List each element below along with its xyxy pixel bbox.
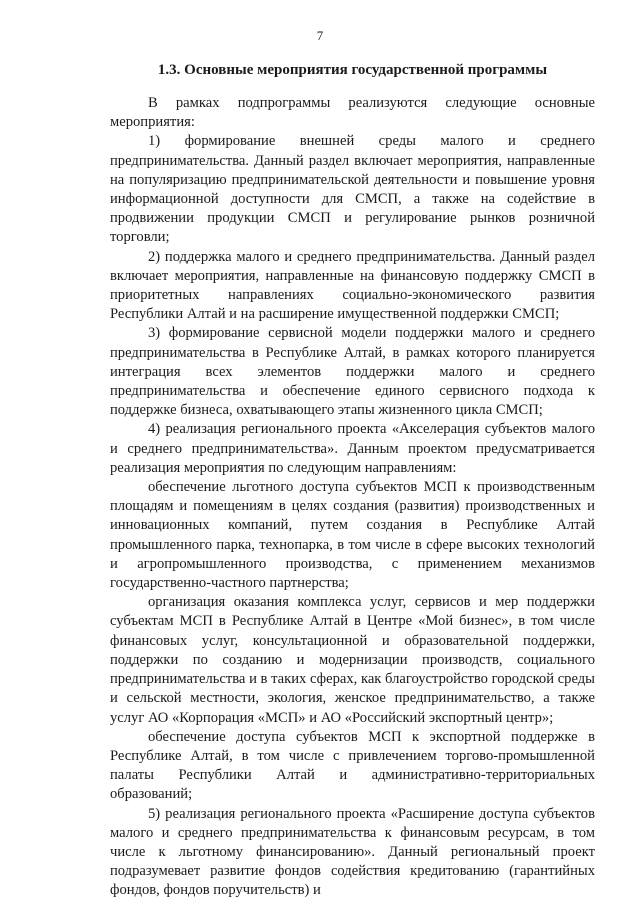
paragraph-item-2: 2) поддержка малого и среднего предпринимательства. Данный раздел включает мероприятия, направленные на финансовую поддержку СМСП в приоритетных направлениях социально-экономического развития Республики Алтай и на расширение имущественной поддержки СМСП; [110,248,595,323]
paragraph-subitem-export-support: обеспечение доступа субъектов МСП к экспортной поддержке в Республике Алтай, в том числе с привлечением торгово-промышленной палаты Республики Алтай и административно-территориальных образований; [110,728,595,803]
paragraph-intro: В рамках подпрограммы реализуются следующие основные мероприятия: [110,95,595,131]
section-heading: 1.3. Основные мероприятия государственной программы [157,62,548,78]
page-number: 7 [316,28,324,43]
paragraph-item-1: 1) формирование внешней среды малого и среднего предпринимательства. Данный раздел включает мероприятия, направленные на популяризацию предпринимательской деятельности и повышение уровня информационной доступности для СМСП, а также на содействие в продвижении продукции СМСП и регулирование рынков розничной торговли; [110,133,595,246]
paragraph-item-5: 5) реализация регионального проекта «Расширение доступа субъектов малого и среднего предпринимательства к финансовым ресурсам, в том числе к льготному финансированию». Данный региональный проект подразумевает развитие фондов содействия кредитованию (гарантийных фондов, фондов поручительств) и [110,805,595,899]
paragraph-item-4: 4) реализация регионального проекта «Акселерация субъектов малого и среднего предпринимательства». Данным проектом предусматривается реализация мероприятия по следующим направлениям: [110,421,595,476]
document-body [110,94,595,901]
paragraph-subitem-my-business-center: организация оказания комплекса услуг, сервисов и мер поддержки субъектам МСП в Республике Алтай в Центре «Мой бизнес», в том числе финансовых услуг, консультационной и образовательной поддержки, поддержки по созданию и модернизации производств, социального предпринимательства и в таких сферах, как благоустройство городской среды и сельской местности, экология, женское предпринимательство, а также услуг АО «Корпорация «МСП» и АО «Российский экспортный центр»; [110,594,595,726]
paragraph-subitem-production-access: обеспечение льготного доступа субъектов МСП к производственным площадям и помещениям в целях создания (развития) производственных и инновационных компаний, путем создания в Республике Алтай промышленного парка, технопарка, в том числе в сфере высоких технологий и агропромышленного производства, с применением механизмов государственно-частного партнерства; [110,479,595,592]
paragraph-item-3: 3) формирование сервисной модели поддержки малого и среднего предпринимательства в Республике Алтай, в рамках которого планируется интеграция всех элементов поддержки малого и среднего предпринимательства и обеспечение единого сервисного подхода к поддержке бизнеса, охватывающего этапы жизненного цикла СМСП; [110,325,595,419]
